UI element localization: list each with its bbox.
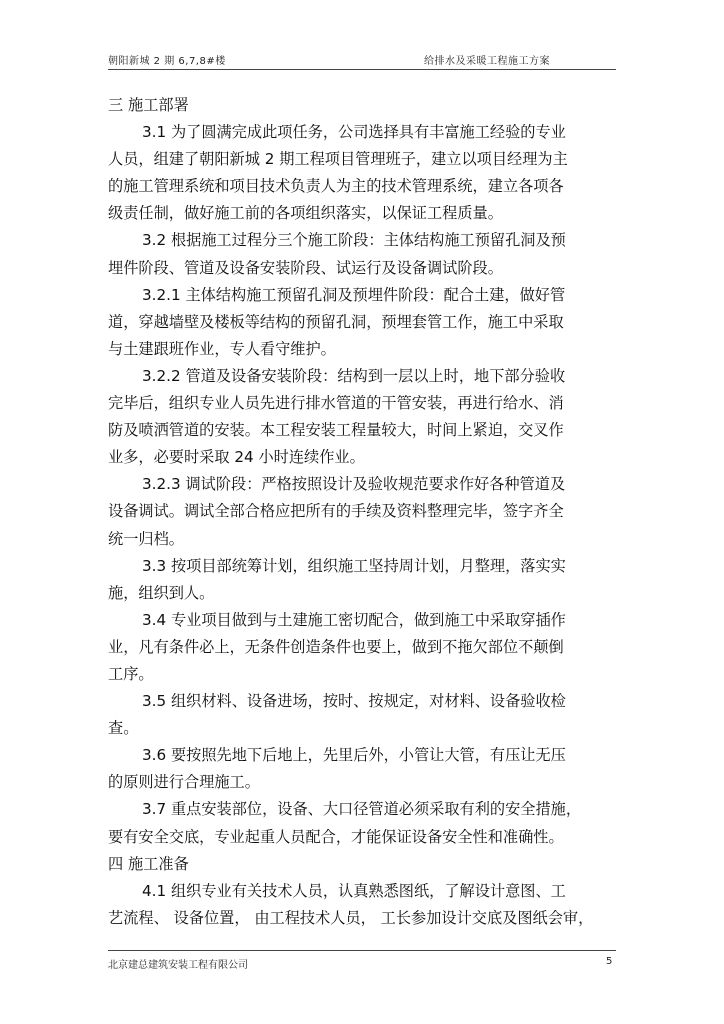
text-line: 统一归档。 bbox=[108, 529, 184, 548]
text-line: 与土建跟班作业，专人看守维护。 bbox=[108, 339, 336, 358]
text-line: 埋件阶段、管道及设备安装阶段、试运行及设备调试阶段。 bbox=[108, 258, 503, 277]
text-line: 完毕后，组织专业人员先进行排水管道的干管安装，再进行给水、消 bbox=[108, 394, 564, 413]
text-line: 3.3 按项目部统筹计划，组织施工坚持周计划，月整理，落实实 bbox=[142, 556, 566, 575]
text-line: 3.2.1 主体结构施工预留孔洞及预埋件阶段：配合土建，做好管 bbox=[142, 285, 566, 304]
header-project-name: 朝阳新城 2 期 6,7,8#楼 bbox=[108, 56, 226, 67]
text-line: 3.5 组织材料、设备进场，按时、按规定，对材料、设备验收检 bbox=[142, 692, 566, 711]
text-line: 3.2.3 调试阶段：严格按照设计及验收规范要求作好各种管道及 bbox=[142, 475, 566, 494]
text-line: 防及喷洒管道的安装。本工程安装工程量较大，时间上紧迫，交叉作 bbox=[108, 421, 564, 440]
page-number: 5 bbox=[606, 956, 613, 967]
text-line: 的原则进行合理施工。 bbox=[108, 773, 260, 792]
text-line: 要有安全交底，专业起重人员配合，才能保证设备安全性和准确性。 bbox=[108, 827, 564, 846]
text-line: 4.1 组织专业有关技术人员，认真熟悉图纸，了解设计意图、工 bbox=[142, 881, 566, 900]
header-document-title: 给排水及采暖工程施工方案 bbox=[424, 56, 550, 67]
text-line: 查。 bbox=[108, 719, 139, 738]
text-line: 3.6 要按照先地下后地上，先里后外，小管让大管，有压让无压 bbox=[142, 746, 566, 765]
text-line: 人员，组建了朝阳新城 2 期工程项目管理班子，建立以项目经理为主 bbox=[108, 150, 568, 169]
text-line: 级责任制，做好施工前的各项组织落实，以保证工程质量。 bbox=[108, 204, 503, 223]
document-body bbox=[108, 92, 616, 932]
text-line: 3.7 重点安装部位，设备、大口径管道必须采取有利的安全措施， bbox=[142, 800, 582, 819]
text-line: 3.2.2 管道及设备安装阶段：结构到一层以上时，地下部分验收 bbox=[142, 366, 566, 385]
text-line: 设备调试。调试全部合格应把所有的手续及资料整理完毕，签字齐全 bbox=[108, 502, 564, 521]
text-line: 3.2 根据施工过程分三个施工阶段：主体结构施工预留孔洞及预 bbox=[142, 231, 566, 250]
text-line: 业，凡有条件必上，无条件创造条件也要上，做到不拖欠部位不颠倒 bbox=[108, 637, 564, 656]
text-line: 工序。 bbox=[108, 664, 154, 683]
text-line: 道，穿越墙壁及楼板等结构的预留孔洞，预埋套管工作，施工中采取 bbox=[108, 312, 564, 331]
footer-divider bbox=[108, 950, 616, 951]
text-line: 3.1 为了圆满完成此项任务，公司选择具有丰富施工经验的专业 bbox=[142, 123, 566, 142]
text-line: 业多，必要时采取 24 小时连续作业。 bbox=[108, 448, 365, 467]
section-heading: 四 施工准备 bbox=[108, 854, 189, 873]
text-line: 施，组织到人。 bbox=[108, 583, 215, 602]
text-line: 的施工管理系统和项目技术负责人为主的技术管理系统，建立各项各 bbox=[108, 177, 564, 196]
text-line: 3.4 专业项目做到与土建施工密切配合，做到施工中采取穿插作 bbox=[142, 610, 566, 629]
footer-company: 北京建总建筑安装工程有限公司 bbox=[108, 960, 248, 971]
text-line: 艺流程、 设备位置， 由工程技术人员， 工长参加设计交底及图纸会审， bbox=[108, 908, 594, 927]
section-heading: 三 施工部署 bbox=[108, 96, 189, 114]
header-divider bbox=[108, 69, 616, 70]
